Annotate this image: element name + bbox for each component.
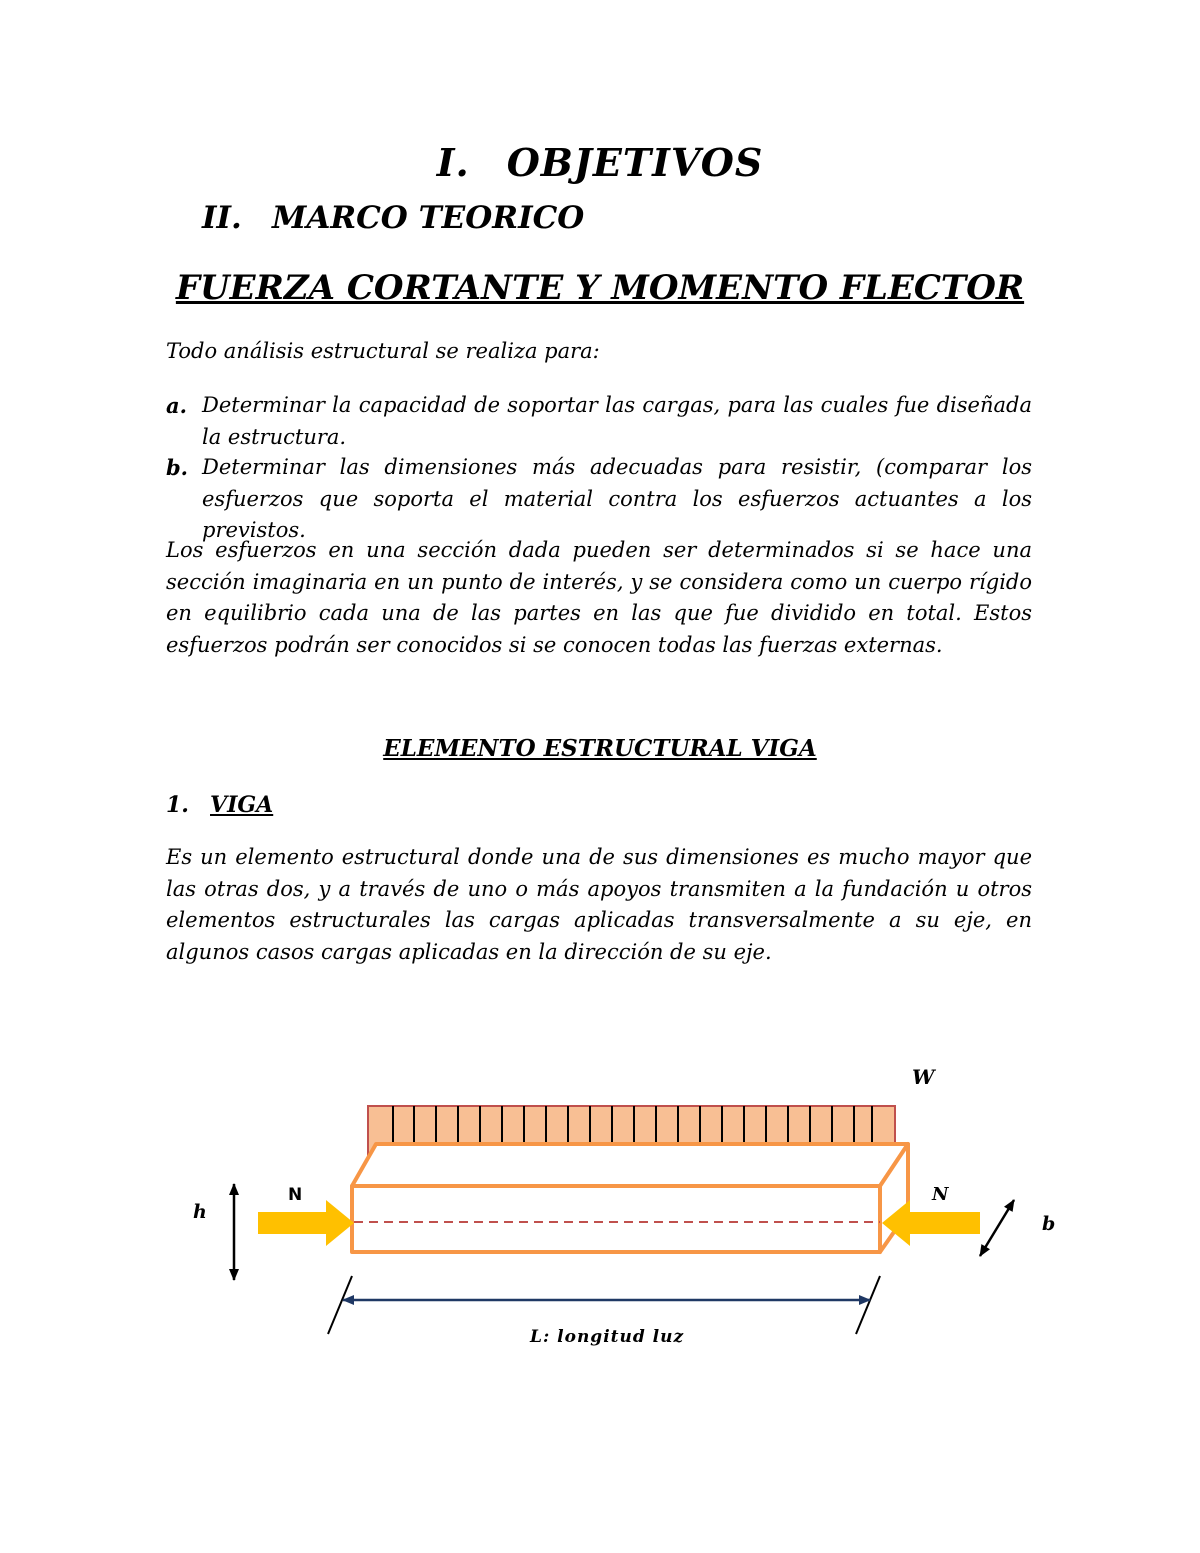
item-viga-heading	[166, 792, 273, 818]
heading-title: MARCO TEORICO	[272, 200, 585, 236]
item-title: VIGA	[210, 792, 274, 818]
list-text: Determinar la capacidad de soportar las cargas, para las cuales fue diseñada la estructura.	[202, 393, 1032, 449]
heading-number: I.	[436, 140, 470, 185]
section-title: FUERZA CORTANTE Y MOMENTO FLECTOR	[175, 268, 1025, 308]
width-dimension-arrow	[980, 1200, 1014, 1256]
width-label-b: b	[1042, 1213, 1056, 1235]
heading-number: II.	[202, 200, 242, 236]
load-label-w: W	[912, 1065, 935, 1089]
axial-force-left-arrow	[258, 1200, 354, 1246]
intro-text: Todo análisis estructural se realiza para:	[166, 339, 600, 363]
heading-marco-teorico	[202, 200, 584, 236]
beam-diagram	[0, 1050, 1200, 1370]
subsection-title: ELEMENTO ESTRUCTURAL VIGA	[383, 735, 817, 762]
list-text: Determinar las dimensiones más adecuadas para resistir, (comparar los esfuerzos que soporta el material contra los esfuerzos actuantes a los previstos.	[202, 455, 1032, 542]
list-label: a.	[166, 393, 187, 418]
length-dimension	[328, 1276, 880, 1334]
paragraph-esfuerzos: Los esfuerzos en una sección dada pueden ser determinados si se hace una sección imaginaria en un punto de interés, y se considera como un cuerpo rígido en equilibrio cada una de las partes en las que fue dividido en total. Estos esfuerzos podrán ser conocidos si se conocen todas las fuerzas externas.	[166, 538, 1032, 657]
heading-objetivos	[0, 140, 1200, 185]
heading-title: OBJETIVOS	[506, 140, 764, 185]
list-item-b	[166, 452, 1032, 547]
axial-label-n-right: N	[932, 1184, 949, 1205]
list-item-a	[166, 390, 1032, 453]
item-number: 1.	[166, 792, 189, 818]
axial-label-n-left: N	[288, 1185, 303, 1205]
height-label-h: h	[193, 1201, 207, 1223]
length-label: L: longitud luz	[530, 1327, 685, 1347]
beam-box	[352, 1144, 908, 1252]
list-label: b.	[166, 455, 188, 480]
paragraph-viga: Es un elemento estructural donde una de sus dimensiones es mucho mayor que las otras dos, y a través de uno o más apoyos transmiten a la fundación u otros elementos estructurales las cargas aplicadas transversalmente a su eje, en algunos casos cargas aplicadas en la dirección de su eje.	[166, 845, 1032, 964]
